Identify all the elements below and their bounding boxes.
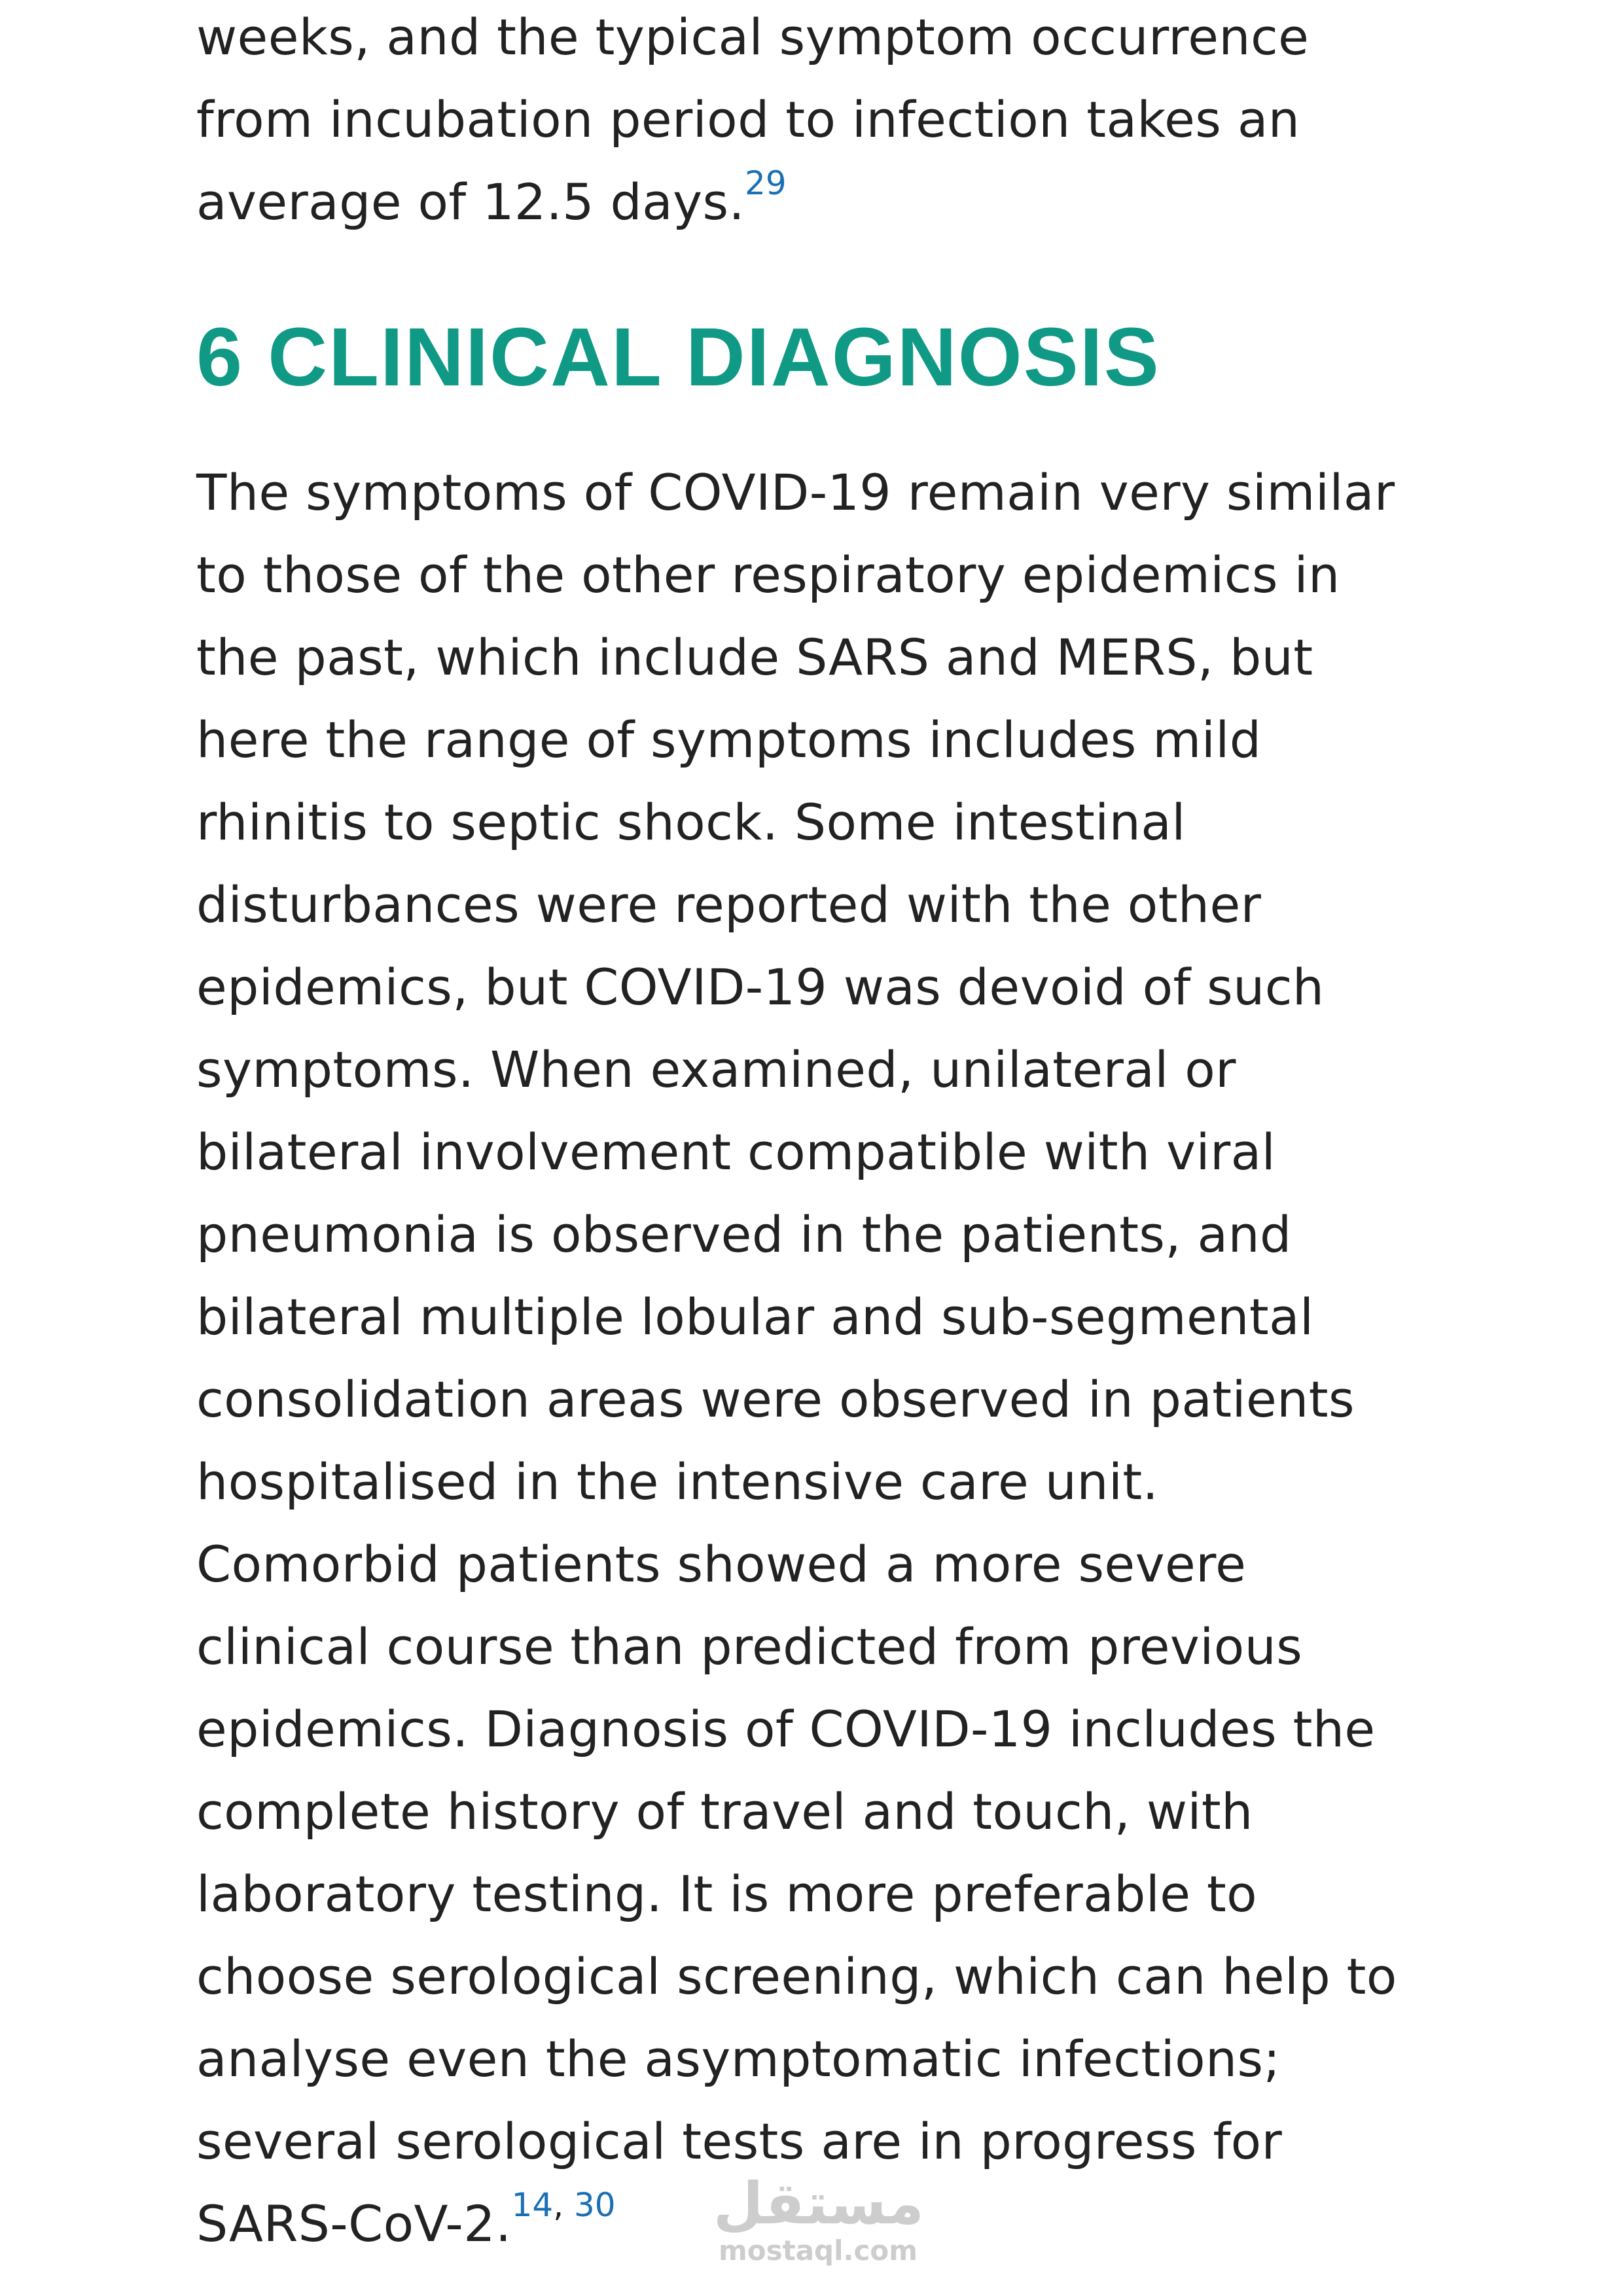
citation-group bbox=[512, 2186, 616, 2224]
watermark-site: mostaql.com bbox=[719, 2234, 918, 2267]
paragraph-line: the past, which include SARS and MERS, but bbox=[196, 628, 1313, 686]
paragraph-line: symptoms. When examined, unilateral or bbox=[196, 1040, 1236, 1099]
watermark-logo-text: مستقل bbox=[713, 2170, 924, 2237]
paragraph-line: The symptoms of COVID-19 remain very similar bbox=[196, 463, 1395, 521]
paragraph-last-line-text: SARS-CoV-2. bbox=[196, 2195, 512, 2253]
paragraph-line: epidemics. Diagnosis of COVID-19 includes the bbox=[196, 1700, 1376, 1758]
intro-line-text: average of 12.5 days. bbox=[196, 173, 745, 231]
paragraph-line: hospitalised in the intensive care unit. bbox=[196, 1453, 1159, 1511]
intro-paragraph bbox=[196, 0, 1492, 243]
paragraph-line: analyse even the asymptomatic infections; bbox=[196, 2030, 1281, 2088]
section-heading: 6 CLINICAL DIAGNOSIS bbox=[196, 311, 1160, 403]
paragraph-line: here the range of symptoms includes mild bbox=[196, 711, 1262, 769]
watermark-logo bbox=[713, 2172, 923, 2267]
intro-line: from incubation period to infection takes an bbox=[196, 90, 1300, 149]
citation-link-29[interactable]: 29 bbox=[745, 164, 787, 202]
paragraph-line: Comorbid patients showed a more severe bbox=[196, 1535, 1247, 1593]
body-paragraph bbox=[196, 451, 1492, 2265]
paragraph-line: bilateral multiple lobular and sub-segmental bbox=[196, 1288, 1314, 1346]
citation-separator: , bbox=[553, 2186, 564, 2224]
paragraph-line: consolidation areas were observed in patients bbox=[196, 1370, 1355, 1428]
paragraph-line: laboratory testing. It is more preferable to bbox=[196, 1865, 1258, 1923]
intro-line: weeks, and the typical symptom occurrence bbox=[196, 8, 1310, 66]
paragraph-line: complete history of travel and touch, with bbox=[196, 1782, 1253, 1841]
paragraph-line: disturbances were reported with the other bbox=[196, 875, 1262, 934]
article-content bbox=[196, 0, 1492, 2265]
paragraph-line: to those of the other respiratory epidemics in bbox=[196, 546, 1340, 604]
citation-link-30[interactable]: 30 bbox=[574, 2186, 616, 2224]
paragraph-line: pneumonia is observed in the patients, and bbox=[196, 1205, 1292, 1263]
intro-line bbox=[196, 161, 1492, 243]
paragraph-line: rhinitis to septic shock. Some intestinal bbox=[196, 793, 1186, 851]
paragraph-line: several serological tests are in progress for bbox=[196, 2112, 1283, 2170]
paragraph-line: clinical course than predicted from previous bbox=[196, 1617, 1303, 1676]
paragraph-line: epidemics, but COVID-19 was devoid of such bbox=[196, 958, 1325, 1016]
paragraph-line: bilateral involvement compatible with viral bbox=[196, 1123, 1276, 1181]
citation-link-14[interactable]: 14 bbox=[511, 2186, 554, 2224]
paragraph-line: choose serological screening, which can help to bbox=[196, 1947, 1397, 2005]
